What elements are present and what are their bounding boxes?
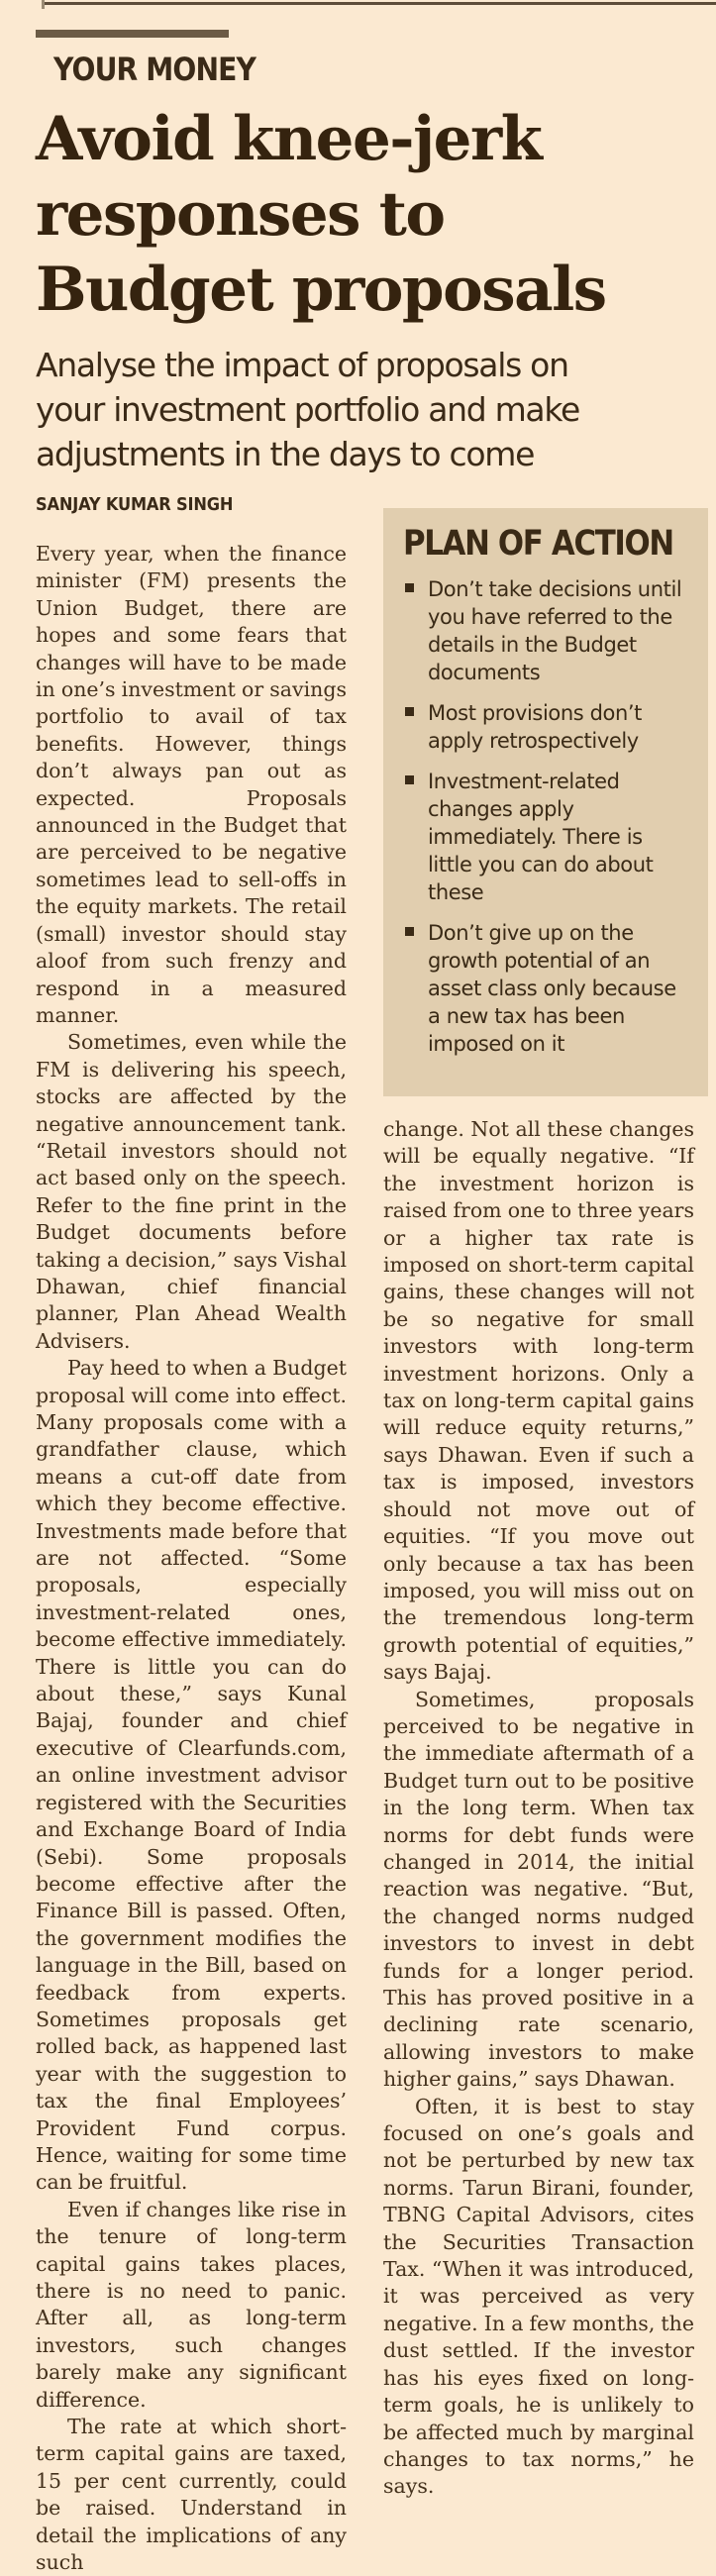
right-column bbox=[383, 488, 694, 2576]
headline-line: Avoid knee-jerk bbox=[36, 104, 542, 174]
subtitle-line: your investment portfolio and make bbox=[36, 390, 579, 429]
headline-line: responses to bbox=[36, 179, 445, 250]
byline: SANJAY KUMAR SINGH bbox=[36, 494, 234, 515]
plan-list-item: Don’t give up on the growth potential of an asset class only because a new tax has been imposed on it bbox=[403, 919, 690, 1058]
top-divider-rule bbox=[45, 2, 716, 5]
left-column bbox=[36, 488, 347, 2576]
plan-list-item: Most provisions don’t apply retrospectively bbox=[403, 699, 690, 755]
subtitle-line: Analyse the impact of proposals on bbox=[36, 346, 568, 384]
subtitle bbox=[36, 343, 694, 476]
paragraph: Sometimes, proposals perceived to be negative in the immediate aftermath of a Budget turn out to be positive in the long term. When tax norms for debt funds were changed in 2014, the initial reaction was negative. “But, the changed norms nudged investors to invest in debt funds for a longer period. This has proved positive in a declining rate scenario, allowing investors to make higher gains,” says Dhawan. bbox=[383, 1687, 694, 2092]
article-columns bbox=[36, 488, 694, 2576]
plan-list-item: Investment-related changes apply immediately. There is little you can do about these bbox=[403, 768, 690, 906]
article-header bbox=[36, 30, 694, 476]
left-column-text bbox=[36, 541, 347, 2576]
subtitle-line: adjustments in the days to come bbox=[36, 435, 535, 473]
headline bbox=[36, 102, 694, 328]
paragraph: The rate at which short-term capital gains are taxed, 15 per cent currently, could be raised. Understand in detail the implications of any such bbox=[36, 2415, 347, 2575]
paragraph: Every year, when the finance minister (FM) presents the Union Budget, there are hopes and some fears that changes will have to be made in one’s investment or savings portfolio to avail of tax benefits. However, things don’t always pan out as expected. Proposals announced in the Budget that are perceived to be negative sometimes lead to sell-offs in the equity markets. The retail (small) investor should stay aloof from such frenzy and respond in a measured manner. bbox=[36, 542, 347, 1027]
section-kicker: YOUR MONEY bbox=[53, 51, 256, 88]
paragraph: change. Not all these changes will be equally negative. “If the investment horizon is raised from one to three years or a higher tax rate is imposed on short-term capital gains, these changes will not be so negative for small investors with long-term investment horizons. Only a tax on long-term capital gains will reduce equity returns,” says Dhawan. Even if such a tax is imposed, investors should not move out of equities. “If you move out only because a tax has been imposed, you will miss out on the tremendous long-term growth potential of equities,” says Bajaj. bbox=[383, 1117, 694, 1685]
headline-line: Budget proposals bbox=[36, 255, 606, 325]
kicker-bar bbox=[36, 30, 229, 38]
plan-box-title: PLAN OF ACTION bbox=[403, 524, 673, 564]
paragraph: Often, it is best to stay focused on one’s goals and not be perturbed by new tax norms. Tarun Birani, founder, TBNG Capital Advisors, cites the Securities Transaction Tax. “When it was introduced, it was perceived as very negative. In a few months, the dust settled. If the investor has his eyes fixed on long-term goals, he is unlikely to be affected much by marginal changes to tax norms,” he says. bbox=[383, 2094, 694, 2499]
paragraph: Even if changes like rise in the tenure of long-term capital gains takes places, there is no need to panic. After all, as long-term investors, such changes barely make any significant difference. bbox=[36, 2197, 347, 2412]
plan-list bbox=[403, 575, 690, 1058]
plan-of-action-box bbox=[383, 508, 708, 1096]
plan-list-item: Don’t take decisions until you have referred to the details in the Budget documents bbox=[403, 575, 690, 686]
paragraph: Sometimes, even while the FM is delivering his speech, stocks are affected by the negative announcement tank. “Retail investors should not act based only on the speech. Refer to the fine print in the Budget documents before taking a decision,” says Vishal Dhawan, chief financial planner, Plan Ahead Wealth Advisers. bbox=[36, 1030, 347, 1353]
right-column-text bbox=[383, 1116, 694, 2501]
paragraph: Pay heed to when a Budget proposal will come into effect. Many proposals come with a grandfather clause, which means a cut-off date from which they become effective. Investments made before that are not affected. “Some proposals, especially investment-related ones, become effective immediately. There is little you can do about these,” says Kunal Bajaj, founder and chief executive of Clearfunds.com, an online investment advisor registered with the Securities and Exchange Board of India (Sebi). Some proposals become effective after the Finance Bill is passed. Often, the government modifies the language in the Bill, based on feedback from experts. Sometimes proposals get rolled back, as happened last year with the suggestion to tax the final Employees’ Provident Fund corpus. Hence, waiting for some time can be fruitful. bbox=[36, 1356, 347, 2195]
